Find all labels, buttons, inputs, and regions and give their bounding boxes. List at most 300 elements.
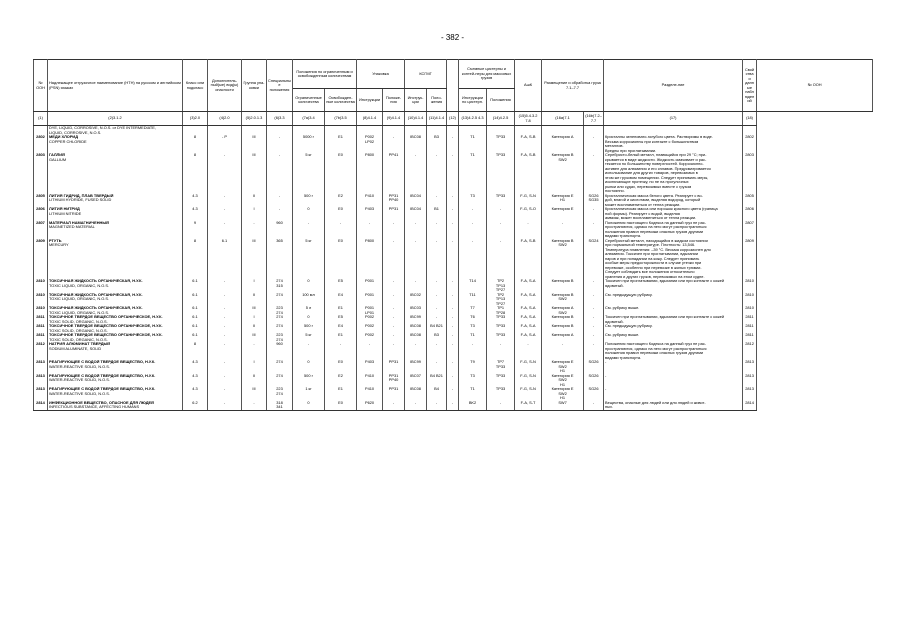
cell-line: Категория B [551, 315, 574, 319]
cell-c6 [267, 126, 293, 136]
cell-c7b: E4 [325, 293, 357, 307]
name-russian: РТУТЬ [49, 238, 62, 243]
cell-c8 [357, 387, 383, 401]
cell-c5: II [242, 194, 267, 208]
un-number: 2811 [34, 324, 48, 333]
shipping-name [48, 360, 183, 374]
cell-line: Кристаллическая масса белого цвета. Реагирует с во- [605, 193, 703, 198]
cell-c7b: E2 [325, 374, 357, 388]
cell-line: LP01 [364, 309, 375, 315]
cell-c18: 2802 [743, 135, 757, 153]
cell-c5: II [242, 374, 267, 388]
column-number-label: (1) [38, 115, 43, 121]
cell-c9 [383, 333, 405, 342]
cell-line: - [392, 220, 395, 225]
cell-c16b: - [584, 324, 604, 333]
column-number-label: (7b) [334, 115, 342, 121]
shipping-name [48, 374, 183, 388]
cell-c10: IBC99 [405, 360, 427, 374]
cell-c10: IBC08 [405, 387, 427, 401]
name-english: TOXIC SOLID, ORGANIC, N.O.S. [49, 336, 108, 342]
cell-line: ядовитый. [605, 318, 624, 324]
cell-line: пространяются, однако на него могут распространяться [605, 224, 707, 229]
cell-c15: F-A, S-A [515, 324, 542, 333]
cell-line: Токсичен при проглатывании, вдыхании или при контакте с кожей [605, 279, 725, 283]
cell-c18: 2806 [743, 207, 757, 221]
cell-line: См. предыдущую рубрику. [605, 324, 653, 328]
table-row [34, 315, 873, 324]
shipping-name [48, 333, 183, 342]
column-number-label: (9) [386, 115, 392, 121]
cell-c4: - [208, 324, 242, 333]
cell-c7b: E1 [325, 306, 357, 315]
un-number: 2814 [34, 401, 48, 411]
table-row [34, 293, 873, 307]
cell-c6 [267, 239, 293, 280]
cell-c15: F-G, S-O [515, 207, 542, 221]
cell-c13: T7 [459, 306, 487, 315]
cell-line: положения правил перевозки опасных грузов другими [605, 228, 704, 234]
cell-c16b: - [584, 279, 604, 293]
cell-line: - [499, 220, 502, 225]
name-english: DYE, LIQUID, CORROSIVE, N.O.S. or DYE INTERMEDIATE, [49, 125, 156, 130]
cell-c8 [357, 401, 383, 411]
cell-c6 [267, 221, 293, 239]
cell-c6 [267, 374, 293, 388]
cell-c5: III [242, 135, 267, 153]
name-russian: ЛИТИЯ ГИДРИД, ПЛАВ ТВЕРДЫЙ [49, 193, 114, 198]
cell-c8 [357, 221, 383, 239]
shipping-name [48, 401, 183, 411]
cell-c3: 4.3 [183, 360, 208, 374]
cell-c8 [357, 279, 383, 293]
cell-c13: T1 [459, 135, 487, 153]
cell-line: - [605, 360, 607, 364]
cell-c15: F-A, S-B [515, 239, 542, 280]
cell-c15: F-G, S-N [515, 387, 542, 401]
cell-line: Вещества, опасные для людей или для людей и живот- [605, 400, 706, 405]
cell-c11: - [427, 401, 447, 411]
column-header: Размещение и обработка груза 7.1–7.7 [542, 60, 604, 112]
column-number [447, 112, 459, 126]
cell-line: Следует соблюдать все положения относительно [605, 269, 695, 274]
column-number [208, 112, 242, 126]
cell-line: P800 [364, 238, 375, 243]
cell-c6 [267, 324, 293, 333]
cell-line: - [392, 324, 395, 328]
cell-c13: T3 [459, 374, 487, 388]
cell-line: P001 [364, 279, 375, 283]
cell-c4: - [208, 387, 242, 401]
cell-c14 [487, 306, 515, 315]
cell-line: - [499, 400, 502, 405]
name-english: WATER-REACTIVE SOLID, N.O.S. [49, 377, 110, 382]
cell-line: SW2 [558, 363, 567, 369]
cell-line: особые меры предосторожности в случае утечки при [605, 260, 702, 265]
name-english: TOXIC LIQUID, ORGANIC, N.O.S. [49, 296, 110, 301]
column-reference: 3.3 [279, 115, 285, 121]
cell-c14 [487, 207, 515, 221]
name-russian: ТОКСИЧНОЕ ТВЕРДОЕ ВЕЩЕСТВО ОРГАНИЧЕСКОЕ, Н.У.К. [49, 324, 163, 328]
cell-c4: - [208, 315, 242, 324]
cell-line: - [392, 238, 395, 243]
column-number [459, 112, 487, 126]
name-russian: РЕАГИРУЮЩЕЕ С ВОДОЙ ТВЕРДОЕ ВЕЩЕСТВО, Н.У.К. [49, 360, 156, 364]
un-number: 2803 [34, 153, 48, 194]
cell-c5: II [242, 293, 267, 307]
cell-line: Положения настоящего Кодекса на данный груз не рас- [605, 220, 706, 225]
table-row [34, 306, 873, 315]
cell-c12: - [447, 324, 459, 333]
column-header: Упаковка [357, 60, 405, 89]
cell-c13: T14 [459, 279, 487, 293]
cell-line: P410 [364, 193, 375, 198]
cell-c7a: - [293, 221, 325, 239]
cell-line: Категория E [551, 387, 574, 391]
column-number-label: (13) [461, 115, 469, 121]
column-header: Дополнитель-ный(ые) вид(ы) опасности [208, 60, 242, 112]
cell-line: H1 [560, 197, 566, 202]
un-number: 2802 [34, 135, 48, 153]
cell-c9 [383, 279, 405, 293]
cell-line: 274 [276, 390, 283, 396]
cell-line: постоянно. [605, 188, 625, 193]
cell-c16b: - [584, 315, 604, 324]
cell-line: H1 [560, 381, 566, 387]
cell-c7b: E5 [325, 315, 357, 324]
shipping-name [48, 315, 183, 324]
column-number-label: (16b) [585, 113, 595, 118]
cell-line: Категория B [551, 279, 574, 283]
cell-line: - [278, 193, 281, 198]
cell-line: Категория E [551, 193, 574, 198]
cell-c18: 2812 [743, 342, 757, 360]
cell-c15: F-A, S-A [515, 306, 542, 315]
cell-line: положения правил перевозки опасных грузов другими [605, 350, 704, 355]
cell-c4: - [208, 194, 242, 208]
cell-line: См. предыдущую рубрику. [605, 292, 653, 297]
un-number: 2811 [34, 315, 48, 324]
table-row [34, 387, 873, 401]
cell-c6 [267, 306, 293, 315]
cell-c16b: SG26 [584, 387, 604, 401]
un-number: 2810 [34, 293, 48, 307]
cell-c5: I [242, 360, 267, 374]
table-row [34, 207, 873, 221]
cell-c8 [357, 374, 383, 388]
table-row [34, 401, 873, 411]
cell-c10: IBC04 [405, 194, 427, 208]
cell-c15: F-G, S-N [515, 360, 542, 374]
cell-line: 223 [276, 306, 283, 310]
cell-c11: - [427, 306, 447, 315]
cell-c5: III [242, 387, 267, 401]
cell-line: См. рубрику выше. [605, 333, 640, 337]
cell-line: SW7 [558, 400, 567, 405]
cell-c3: 4.3 [183, 387, 208, 401]
un-number: 2811 [34, 333, 48, 342]
name-russian: ТОКСИЧНАЯ ЖИДКОСТЬ ОРГАНИЧЕСКАЯ, Н.У.К. [49, 306, 143, 310]
cell-c12: - [447, 401, 459, 411]
cell-c6 [267, 387, 293, 401]
cell-c16a [542, 126, 584, 136]
cell-c6 [267, 207, 293, 221]
cell-line: Положения настоящего Кодекса на данный груз не рас- [605, 342, 706, 346]
cell-c15: F-A, S-A [515, 293, 542, 307]
column-number [542, 112, 584, 126]
column-subheader: Инструкции по цистерн. [459, 89, 487, 112]
name-english: INFECTIOUS SUBSTANCE, AFFECTING HUMANS [49, 404, 140, 409]
cell-line: видами транспорта. [605, 354, 642, 360]
cell-c17 [604, 279, 743, 293]
cell-c9 [383, 374, 405, 388]
cell-line: 318 [276, 400, 283, 405]
cell-c12: - [447, 279, 459, 293]
cell-line: P002 [364, 324, 375, 328]
cell-c16a [542, 374, 584, 388]
cell-c16a [542, 194, 584, 208]
column-header: Положения по ограниченным и освобожденным количествам [293, 60, 357, 89]
cell-c4: - [208, 360, 242, 374]
cell-c10 [405, 126, 427, 136]
cell-c7a: 0 [293, 401, 325, 411]
cell-c17 [604, 221, 743, 239]
shipping-name [48, 306, 183, 315]
table-row [34, 374, 873, 388]
cell-c9 [383, 221, 405, 239]
cell-c4: - [208, 293, 242, 307]
cell-line: - [278, 153, 281, 157]
un-number: 2812 [34, 342, 48, 360]
cell-c7b: - [325, 342, 357, 360]
cell-c5: III [242, 153, 267, 194]
column-number-label: (11) [428, 115, 436, 121]
cell-c6 [267, 194, 293, 208]
cell-c7b: E1 [325, 387, 357, 401]
cell-c6 [267, 401, 293, 411]
shipping-name [48, 207, 183, 221]
cell-line: TP13 [495, 282, 506, 288]
cell-c8 [357, 293, 383, 307]
un-number: 2813 [34, 360, 48, 374]
cell-c5: - [242, 342, 267, 360]
table-row [34, 324, 873, 333]
cell-c18: 2809 [743, 239, 757, 280]
cell-c9 [383, 324, 405, 333]
table-row [34, 360, 873, 374]
column-subheader: Освобожден-ные количества [325, 89, 357, 112]
cell-c6 [267, 342, 293, 360]
cell-line: См. рубрику выше. [605, 306, 640, 310]
cell-line: H1 [560, 368, 566, 373]
cell-c7a: 1 кг [293, 387, 325, 401]
cell-c16a [542, 401, 584, 411]
cell-c17 [604, 401, 743, 411]
cell-c18: 2811 [743, 324, 757, 333]
cell-c3: 6.1 [183, 279, 208, 293]
cell-c16a [542, 221, 584, 239]
cell-line: - [499, 342, 502, 346]
cell-c17 [604, 194, 743, 208]
cell-line: TP27 [495, 287, 506, 292]
cell-line: перевозке, особенно при перевозке в жилых трюмах. [605, 264, 702, 270]
name-english: LITHIUM HYDRIDE, FUSED SOLID [49, 197, 112, 202]
cell-c15: F-A, S-A [515, 279, 542, 293]
cell-c6 [267, 153, 293, 194]
cell-c8 [357, 324, 383, 333]
cell-c13: BK2 [459, 401, 487, 411]
cell-c7b: E2 [325, 194, 357, 208]
cell-c9 [383, 239, 405, 280]
cell-c4: - [208, 306, 242, 315]
cell-line: SW2 [558, 242, 567, 247]
column-header: Надлежащее отгрузочное наименование (НТН) на русском и английском (PSN) языках [48, 60, 183, 112]
cell-c3: 4.3 [183, 207, 208, 221]
page-number: - 382 - [440, 33, 465, 42]
cell-line: TP33 [495, 324, 506, 328]
cell-c9 [383, 360, 405, 374]
cell-c4: - [208, 221, 242, 239]
un-number [34, 126, 48, 136]
table-row [34, 342, 873, 360]
cell-c16b: - [584, 306, 604, 315]
cell-c17 [604, 293, 743, 307]
column-number [427, 112, 447, 126]
cell-c16b: SG26 [584, 374, 604, 388]
table-row [34, 194, 873, 208]
cell-c15 [515, 126, 542, 136]
shipping-name [48, 279, 183, 293]
column-subheader: Положе-ния [383, 89, 405, 112]
cell-c18: 2810 [743, 279, 757, 293]
cell-c8 [357, 126, 383, 136]
cell-line: металлов. [605, 143, 624, 148]
cell-line: - [561, 342, 564, 346]
table-body [34, 126, 873, 411]
cell-c3: 6.1 [183, 333, 208, 342]
cell-line: P403 [364, 360, 375, 364]
cell-c16b: SG24 [584, 239, 604, 280]
column-number [405, 112, 427, 126]
cell-line: - [605, 373, 607, 378]
column-number-label: (2) [108, 115, 114, 121]
column-number [325, 112, 357, 126]
cell-c8 [357, 333, 383, 342]
cell-c3: 8 [183, 239, 208, 280]
cell-line: - [392, 306, 395, 310]
column-header: № ООН [757, 60, 873, 112]
cell-line: TP7 [496, 360, 505, 364]
cell-c18: 2810 [743, 293, 757, 307]
cell-line: крывается в виде жидкости. Жидкость смачивает и рас- [605, 156, 707, 162]
column-number [242, 112, 267, 126]
column-number [487, 112, 515, 126]
cell-c9 [383, 194, 405, 208]
cell-line: ных. [605, 404, 614, 409]
cell-c12: - [447, 360, 459, 374]
shipping-name [48, 387, 183, 401]
cell-c7a: 5000 г [293, 135, 325, 153]
un-number: 2806 [34, 207, 48, 221]
cell-c10: IBC99 [405, 315, 427, 324]
cell-c11: - [427, 342, 447, 360]
cell-line: алюминия. Токсичен при проглатывании, вдыхании [605, 251, 699, 256]
cell-c17 [604, 207, 743, 221]
cell-line: SW2 [558, 309, 567, 315]
cell-c11 [427, 126, 447, 136]
cell-c9 [383, 315, 405, 324]
cell-line: Категория B [551, 292, 574, 297]
name-english: TOXIC LIQUID, ORGANIC, N.O.S. [49, 282, 110, 288]
cell-c17 [604, 239, 743, 280]
column-reference: 4.1.4 [435, 115, 445, 121]
cell-c3: 6.1 [183, 293, 208, 307]
cell-c10: - [405, 221, 427, 239]
cell-c4: - [208, 207, 242, 221]
column-number-label: (16a) [555, 115, 565, 121]
un-number: 2810 [34, 279, 48, 293]
cell-c12: - [447, 387, 459, 401]
cell-c3 [183, 126, 208, 136]
column-number-label: (15) [518, 113, 526, 118]
column-reference: 4.1.4 [391, 115, 401, 121]
cell-line: - [278, 135, 281, 139]
cell-line: видами транспорта. [605, 233, 642, 238]
cell-line: 341 [276, 404, 283, 409]
cell-c16a [542, 207, 584, 221]
cell-line: Кристаллы зеленовато-голубого цвета. Растворимы в воде. [605, 135, 713, 139]
cell-c17 [604, 153, 743, 194]
cell-c7b: E4 [325, 324, 357, 333]
cell-c10: IBC07 [405, 374, 427, 388]
cell-line: 274 [276, 336, 283, 342]
cell-c13 [459, 126, 487, 136]
cell-c5: III [242, 333, 267, 342]
cell-line: SW2 [558, 156, 567, 162]
cell-c17 [604, 135, 743, 153]
cell-c12: - [447, 135, 459, 153]
cell-c11: B4 B21 [427, 374, 447, 388]
column-header: Разделе-ние [604, 60, 743, 112]
cell-c13: T1 [459, 333, 487, 342]
cell-c17 [604, 360, 743, 374]
cell-c15: F-A, S-A [515, 333, 542, 342]
cell-line: 274 [276, 315, 283, 319]
cell-c14 [487, 221, 515, 239]
cell-c12: - [447, 333, 459, 342]
cell-line: Температура плавления: –39 °C. Весьма коррозионен для [605, 246, 711, 252]
name-english: GALLIUM [49, 156, 67, 162]
cell-c17 [604, 306, 743, 315]
cell-c5: II [242, 324, 267, 333]
cell-line: - [368, 342, 371, 346]
cell-c10: IBC08 [405, 135, 427, 153]
column-header: Класс или подкласс [183, 60, 208, 112]
cell-line: 223 [276, 387, 283, 391]
cell-c10: - [405, 342, 427, 360]
cell-line: Категория A [551, 333, 574, 337]
cell-line: этом же грузовом помещении. Следует принимать меры, [605, 174, 709, 180]
cell-c18: 2807 [743, 221, 757, 239]
cell-c6 [267, 360, 293, 374]
cell-c12: - [447, 207, 459, 221]
cell-c3: 8 [183, 153, 208, 194]
cell-c9 [383, 207, 405, 221]
cell-line: PP40 [388, 197, 399, 202]
cell-c18: 2803 [743, 153, 757, 194]
cell-line: P410 [364, 387, 375, 391]
cell-c16a [542, 279, 584, 293]
